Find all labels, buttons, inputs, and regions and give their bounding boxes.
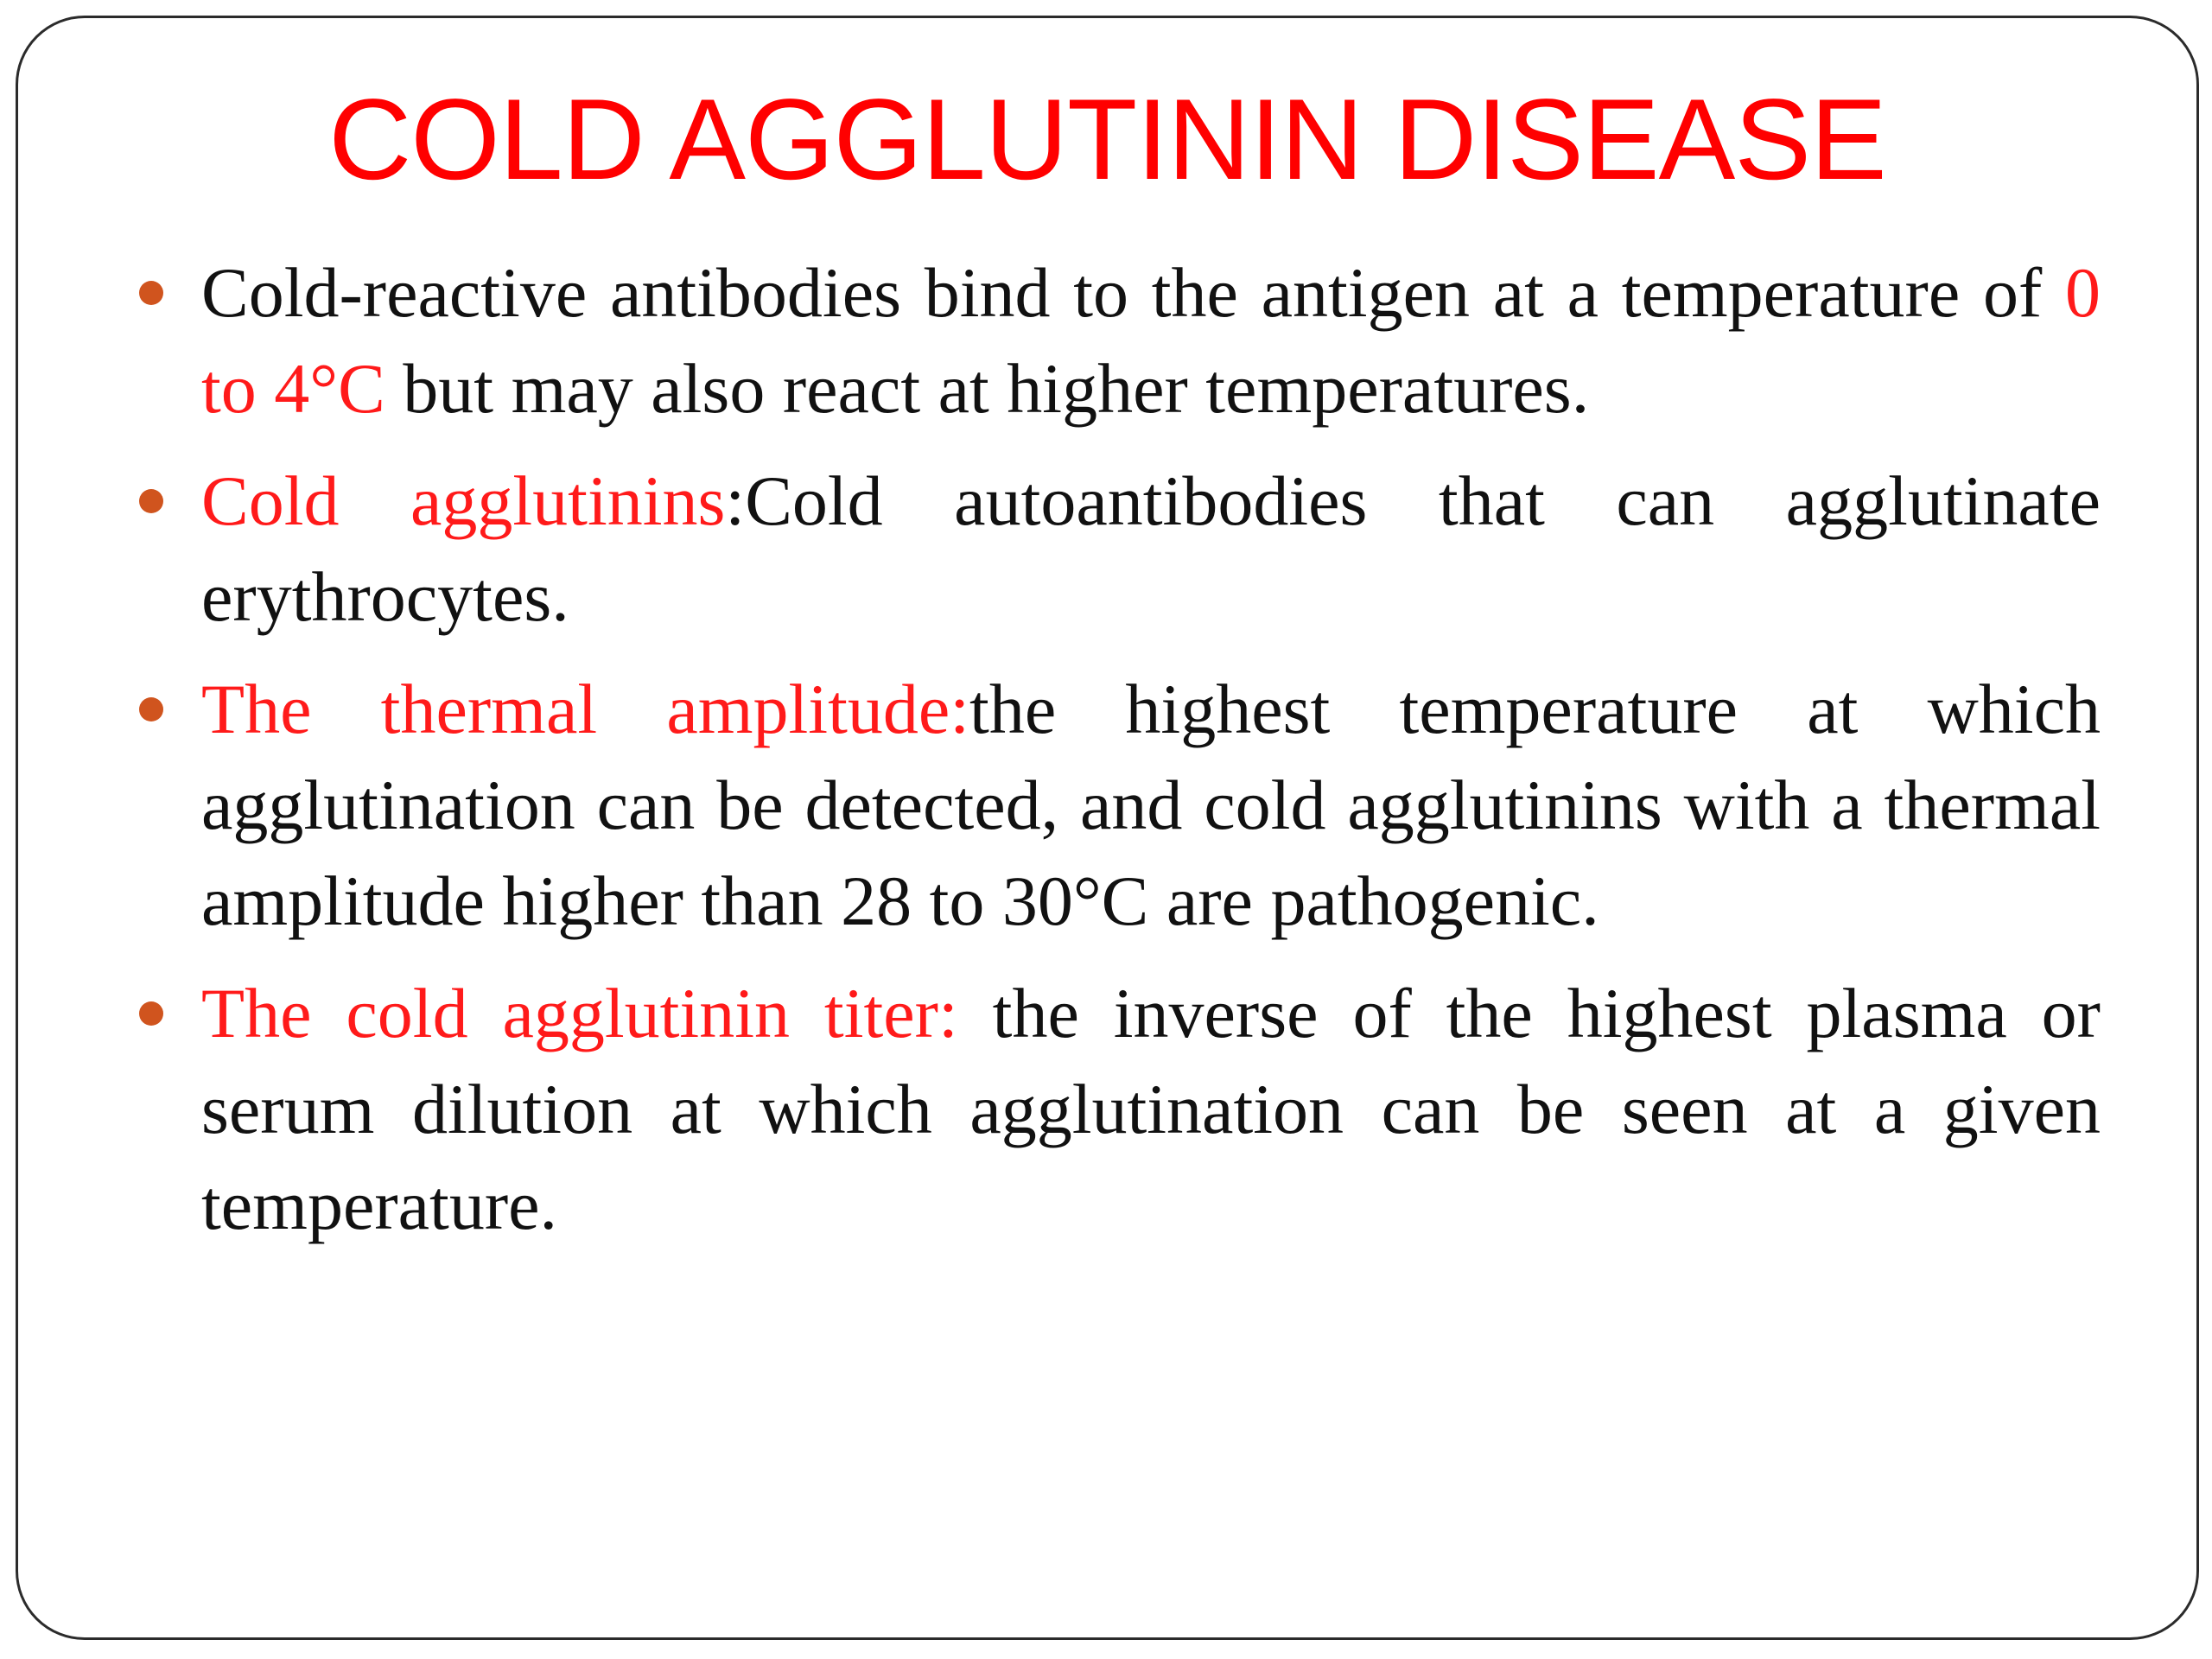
slide [16,16,2199,1640]
bullet-text-part: :Cold autoantibodies that can agglutinate erythrocytes. [201,461,2101,636]
bullet-dot-icon [139,1001,163,1026]
bullet-text [201,974,2101,1244]
bullet-highlight: The cold agglutinin titer: [201,974,958,1052]
bullet-dot-icon [139,697,163,721]
slide-title: COLD AGGLUTININ DISEASE [328,76,1886,204]
bullet-item [201,245,2101,436]
bullet-item [201,661,2101,949]
bullet-item [201,965,2101,1253]
bullet-text-part: the highest temperature at which agglutination can be detected, and cold agglutinins with a thermal amplitude higher than 28 to 30°C are pathogenic. [201,670,2101,940]
bullet-dot-icon [139,489,163,513]
bullet-text-part: the inverse of the highest plasma or serum dilution at which agglutination can be seen at a given temperature. [201,974,2101,1244]
bullet-list [201,245,2101,1269]
bullet-highlight: The thermal amplitude: [201,670,970,748]
bullet-text [201,670,2101,940]
bullet-item [201,453,2101,645]
bullet-text [201,253,2101,428]
bullet-highlight: Cold agglutinins [201,461,726,540]
bullet-dot-icon [139,281,163,305]
bullet-text-part: but may also react at higher temperatures. [385,349,1590,428]
bullet-text-part: Cold-reactive antibodies bind to the antigen at a temperature of [201,253,2065,332]
bullet-highlight: 0 to 4°C [201,253,2101,428]
bullet-text [201,461,2101,636]
